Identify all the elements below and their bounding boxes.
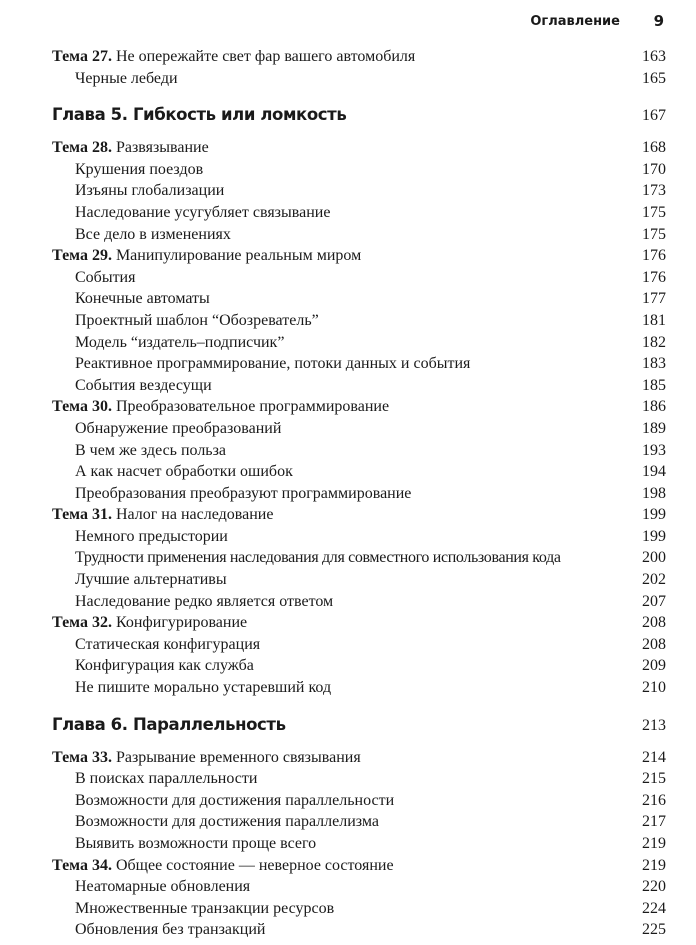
toc-section[interactable] (52, 547, 666, 569)
toc-page: 224 (642, 899, 666, 917)
toc-page: 168 (642, 139, 666, 157)
toc-page: 207 (642, 592, 666, 610)
toc-page: 219 (642, 835, 666, 852)
toc-section[interactable] (52, 483, 666, 505)
toc-section[interactable] (52, 919, 666, 941)
toc-page: 176 (642, 268, 666, 286)
section-title: Множественные транзакции ресурсов (75, 899, 335, 917)
toc-page: 217 (642, 813, 666, 831)
topic-title: Конфигурирование (115, 614, 248, 632)
section-title: Статическая конфигурация (75, 635, 261, 653)
toc-section[interactable] (52, 353, 666, 375)
toc-page: 181 (642, 311, 666, 329)
section-title: События (75, 268, 136, 286)
toc-topic-31[interactable] (52, 504, 666, 526)
toc-section[interactable] (52, 440, 666, 462)
toc-page: 215 (642, 770, 666, 788)
chapter-title: Глава 5. Гибкость или ломкость (52, 105, 347, 125)
toc-page: 198 (642, 484, 666, 502)
toc-page: 210 (642, 679, 666, 697)
toc-page: 200 (642, 549, 666, 567)
topic-title: Налог на наследование (115, 506, 274, 524)
section-title: Модель “издатель–подписчик” (75, 333, 285, 351)
toc-topic-33[interactable] (52, 747, 666, 769)
toc-section[interactable] (52, 180, 666, 202)
toc-page: 186 (642, 398, 666, 416)
toc-section[interactable] (52, 159, 666, 181)
toc-section[interactable] (52, 288, 666, 310)
toc-page: 176 (642, 247, 666, 265)
toc-page: 173 (642, 182, 666, 200)
topic-number: Тема 32. (52, 614, 112, 632)
topic-number: Тема 33. (52, 748, 112, 766)
toc-section[interactable] (52, 876, 666, 898)
toc-page: 163 (642, 48, 666, 65)
toc-chapter-6[interactable] (52, 707, 666, 743)
toc-section[interactable] (52, 569, 666, 591)
topic-number: Тема 34. (52, 856, 112, 874)
toc-page: 199 (642, 506, 666, 524)
section-title: Неатомарные обновления (75, 878, 251, 896)
section-title: Преобразования преобразуют программирование (75, 484, 412, 502)
toc-section[interactable] (52, 224, 666, 246)
toc-topic-27[interactable] (52, 46, 666, 68)
toc-section[interactable] (52, 898, 666, 920)
section-title: В чем же здесь польза (75, 441, 227, 459)
toc-section[interactable] (52, 202, 666, 224)
toc-topic-30[interactable] (52, 396, 666, 418)
toc-topic-29[interactable] (52, 245, 666, 267)
section-title: Реактивное программирование, потоки данных и события (75, 355, 471, 373)
section-title: Возможности для достижения параллелизма (75, 813, 380, 831)
toc-topic-34[interactable] (52, 855, 666, 877)
section-title: События вездесущи (75, 376, 212, 394)
toc-page: 177 (642, 290, 666, 308)
section-title: Трудности применения наследования для совместного использования кода (75, 549, 561, 567)
toc-page: 170 (642, 160, 666, 178)
page-header (0, 12, 696, 34)
section-title: Конечные автоматы (75, 290, 210, 308)
table-of-contents (52, 46, 666, 941)
toc-topic-28[interactable] (52, 137, 666, 159)
toc-page: 193 (642, 441, 666, 459)
topic-number: Тема 30. (52, 398, 112, 416)
toc-section[interactable] (52, 768, 666, 790)
toc-section[interactable] (52, 634, 666, 656)
topic-title: Преобразовательное программирование (115, 398, 390, 416)
toc-section[interactable] (52, 591, 666, 613)
toc-section[interactable] (52, 677, 666, 699)
toc-page: 208 (642, 635, 666, 653)
topic-number: Тема 28. (52, 139, 112, 157)
toc-page: 214 (642, 748, 666, 766)
toc-page: 183 (642, 355, 666, 373)
toc-page: 220 (642, 878, 666, 896)
toc-page: 182 (642, 333, 666, 351)
section-title: Лучшие альтернативы (75, 571, 227, 589)
toc-page: 185 (642, 376, 666, 394)
toc-page: 167 (642, 107, 666, 125)
toc-page: 208 (642, 614, 666, 632)
toc-page: 175 (642, 225, 666, 243)
toc-topic-32[interactable] (52, 612, 666, 634)
toc-section[interactable] (52, 655, 666, 677)
toc-page: 202 (642, 571, 666, 589)
page-number: 9 (653, 12, 664, 30)
toc-section[interactable] (52, 332, 666, 354)
section-title: Изъяны глобализации (75, 182, 225, 200)
topic-title: Манипулирование реальным миром (115, 247, 362, 265)
section-title: Не пишите морально устаревший код (75, 679, 332, 697)
topic-title: Не опережайте свет фар вашего автомобиля (115, 48, 416, 65)
section-title: А как насчет обработки ошибок (75, 463, 293, 481)
section-title: Черные лебеди (75, 69, 178, 87)
chapter-title: Глава 6. Параллельность (52, 714, 286, 734)
section-title: В поисках параллельности (75, 770, 258, 788)
toc-page: 194 (642, 463, 666, 481)
toc-section[interactable] (52, 790, 666, 812)
section-title: Наследование редко является ответом (75, 592, 334, 610)
toc-page: 225 (642, 921, 666, 939)
toc-page: 175 (642, 203, 666, 221)
toc-section[interactable] (52, 267, 666, 289)
toc-section[interactable] (52, 375, 666, 397)
section-title: Возможности для достижения параллельности (75, 791, 395, 809)
topic-title: Разрывание временного связывания (115, 748, 361, 766)
toc-page: 209 (642, 657, 666, 675)
toc-chapter-5[interactable] (52, 97, 666, 133)
section-title: Выявить возможности проще всего (75, 835, 317, 852)
toc-section[interactable] (52, 310, 666, 332)
toc-page: 165 (642, 69, 666, 87)
section-title: Наследование усугубляет связывание (75, 203, 331, 221)
toc-section[interactable] (52, 833, 666, 855)
toc-section[interactable] (52, 526, 666, 548)
toc-page: 213 (642, 716, 666, 734)
section-title: Проектный шаблон “Обозреватель” (75, 311, 319, 329)
toc-page: 219 (642, 856, 666, 874)
topic-number: Тема 29. (52, 247, 112, 265)
section-title: Немного предыстории (75, 527, 228, 545)
section-title: Все дело в изменениях (75, 225, 231, 243)
section-title: Обнаружение преобразований (75, 419, 282, 437)
topic-title: Развязывание (115, 139, 209, 157)
section-title: Конфигурация как служба (75, 657, 254, 675)
toc-page: 189 (642, 419, 666, 437)
toc-page: 199 (642, 527, 666, 545)
toc-section[interactable] (52, 68, 666, 90)
section-title: Обновления без транзакций (75, 921, 266, 939)
section-title: Крушения поездов (75, 160, 204, 178)
toc-page: 216 (642, 791, 666, 809)
running-title: Оглавление (530, 14, 620, 29)
topic-title: Общее состояние — неверное состояние (115, 856, 394, 874)
toc-section[interactable] (52, 811, 666, 833)
toc-section[interactable] (52, 418, 666, 440)
toc-section[interactable] (52, 461, 666, 483)
topic-number: Тема 27. (52, 48, 112, 65)
topic-number: Тема 31. (52, 506, 112, 524)
